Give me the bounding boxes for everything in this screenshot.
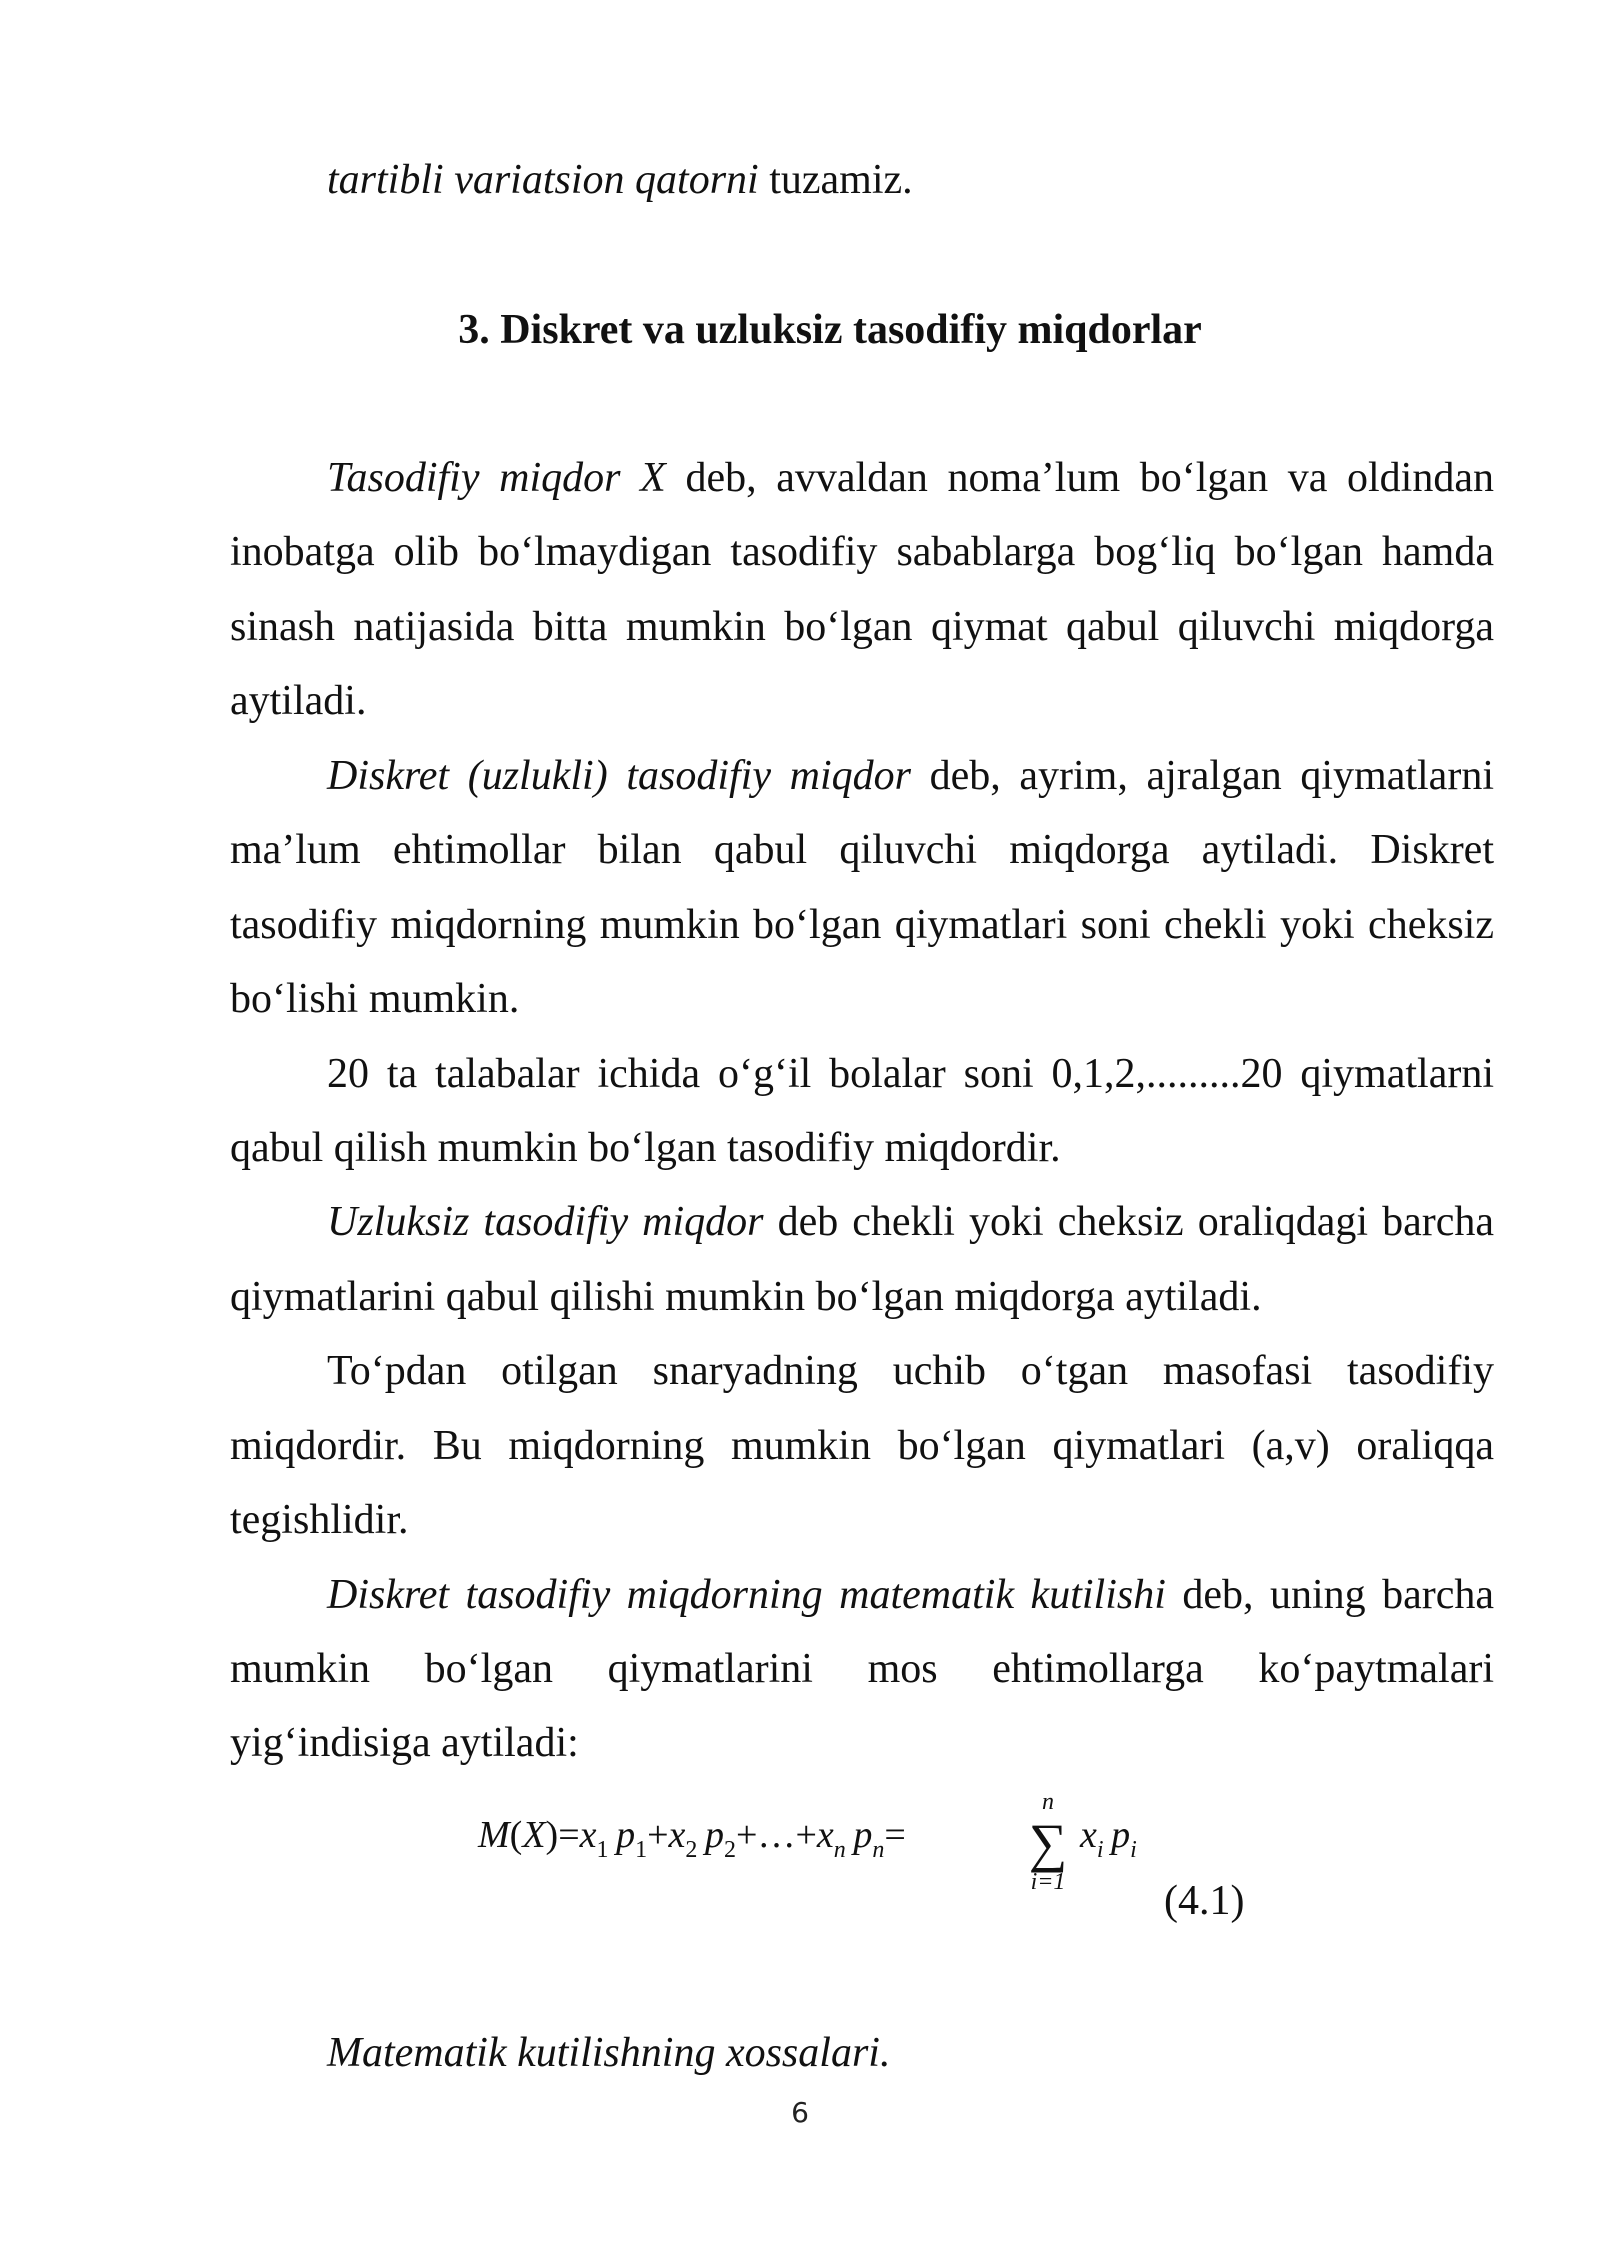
p5-line-2: miqdordir. Bu miqdorning mumkin bo‘lgan qiymatlari (a,v) oraliqqa [230, 1423, 1494, 1469]
formula-p2: p [705, 1814, 725, 1856]
formula-equals-2: = [884, 1814, 906, 1856]
formula-p1: p [616, 1814, 636, 1856]
formula-sub-2b: 2 [724, 1837, 737, 1863]
p4-line-2: qiymatlarini qabul qilishi mumkin bo‘lgan miqdorga aytiladi. [230, 1274, 1262, 1320]
formula-plus-2: + [736, 1814, 758, 1856]
intro-italic-text: tartibli variatsion qatorni [327, 157, 759, 203]
formula-lparen: ( [509, 1814, 523, 1856]
formula-xn: x [816, 1814, 834, 1856]
p6-line-3: yig‘indisiga aytiladi: [230, 1720, 579, 1766]
p6-line-1-rest: deb, uning barcha [1165, 1572, 1494, 1618]
formula-sub-2: 2 [685, 1837, 698, 1863]
formula-dots: … [757, 1814, 796, 1856]
formula-plus-1: + [647, 1814, 669, 1856]
p1-line-1 [327, 457, 1494, 499]
formula-equals: = [558, 1814, 580, 1856]
formula-sub-1: 1 [596, 1837, 609, 1863]
p6-line-1 [327, 1574, 1494, 1616]
intro-rest-text: tuzamiz. [758, 157, 913, 203]
formula-x1: x [579, 1814, 597, 1856]
section-heading: 3. Diskret va uzluksiz tasodifiy miqdorlar [458, 307, 1202, 353]
intro-line [327, 159, 913, 201]
p5-line-1: To‘pdan otilgan snaryadning uchib o‘tgan masofasi tasodifiy [327, 1348, 1494, 1394]
sigma-lower-limit: i=1 [1030, 1869, 1066, 1895]
formula-pn: p [853, 1814, 873, 1856]
formula-m: M [478, 1814, 510, 1856]
p4-term: Uzluksiz tasodifiy miqdor [327, 1199, 764, 1245]
p2-line-3: tasodifiy miqdorning mumkin bo‘lgan qiymatlari soni chekli yoki cheksiz [230, 902, 1494, 948]
summation-term [1080, 1814, 1137, 1863]
formula-sub-nb: n [872, 1837, 885, 1863]
p2-line-1-rest: deb, ayrim, ajralgan qiymatlarni [910, 753, 1494, 799]
p1-line-4: aytiladi. [230, 678, 367, 724]
sigma-upper-limit: n [1042, 1789, 1054, 1815]
formula-rparen: ) [545, 1814, 559, 1856]
p4-line-1 [327, 1201, 1494, 1243]
p2-line-2: ma’lum ehtimollar bilan qabul qiluvchi miqdorga aytiladi. Diskret [230, 827, 1494, 873]
formula-plus-3: + [795, 1814, 817, 1856]
sum-sub-i-b: i [1130, 1837, 1137, 1863]
p1-term: Tasodifiy miqdor X [327, 455, 666, 501]
sum-x: x [1080, 1814, 1097, 1856]
p3-line-1: 20 ta talabalar ichida o‘g‘il bolalar soni 0,1,2,.........20 qiymatlarni [327, 1051, 1494, 1097]
p3-line-2: qabul qilish mumkin bo‘lgan tasodifiy miqdordir. [230, 1125, 1061, 1171]
sigma-symbol: ∑ [1028, 1813, 1068, 1873]
sum-p: p [1111, 1814, 1131, 1856]
p1-line-1-rest: deb, avvaldan noma’lum bo‘lgan va oldindan [665, 455, 1494, 501]
p2-term: Diskret (uzlukli) tasodifiy miqdor [327, 753, 911, 799]
p6-line-2: mumkin bo‘lgan qiymatlarini mos ehtimollarga ko‘paytmalari [230, 1646, 1494, 1692]
p1-line-3: sinash natijasida bitta mumkin bo‘lgan qiymat qabul qiluvchi miqdorga [230, 604, 1494, 650]
p6-term: Diskret tasodifiy miqdorning matematik kutilishi [327, 1572, 1166, 1618]
equation-number: (4.1) [1164, 1878, 1245, 1924]
formula-x2: x [668, 1814, 686, 1856]
p5-line-3: tegishlidir. [230, 1497, 409, 1543]
expectation-formula [478, 1814, 906, 1863]
formula-sub-n: n [833, 1837, 846, 1863]
page-number: 6 [791, 2096, 809, 2129]
p2-line-4: bo‘lishi mumkin. [230, 976, 520, 1022]
sum-sub-i: i [1096, 1837, 1104, 1863]
p4-line-1-rest: deb chekli yoki cheksiz oraliqdagi barcha [763, 1199, 1494, 1245]
summation-operator [1018, 1790, 1078, 1894]
p2-line-1 [327, 755, 1494, 797]
formula-sub-1b: 1 [635, 1837, 648, 1863]
formula-x-var: X [522, 1814, 546, 1856]
p1-line-2: inobatga olib bo‘lmaydigan tasodifiy sabablarga bog‘liq bo‘lgan hamda [230, 529, 1494, 575]
closing-line: Matematik kutilishning xossalari. [327, 2030, 891, 2076]
